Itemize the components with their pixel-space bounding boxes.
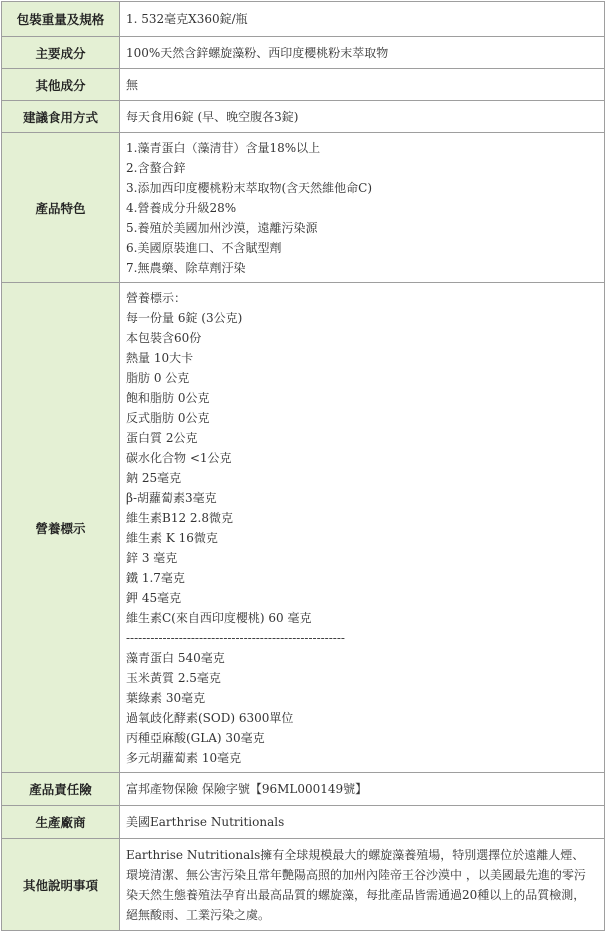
nutrition-item: 每一份量 6錠 (3公克) [126,310,243,325]
notes-cell [120,839,605,931]
nutrition-item: 鐵 1.7毫克 [126,570,185,585]
spec-row-main-ingredients [2,37,605,69]
nutrition-item: 藻青蛋白 540毫克 [126,650,225,665]
nutrition-item: 飽和脂肪 0公克 [126,390,210,405]
manufacturer-label: 生產廠商 [2,806,120,839]
main-ingredients-label: 主要成分 [2,37,120,69]
package-label: 包裝重量及規格 [2,2,120,37]
spec-row-usage [2,101,605,133]
main-ingredients-value: 100%天然含鋅螺旋藻粉、西印度櫻桃粉末萃取物 [120,37,605,69]
features-label: 產品特色 [2,133,120,283]
spec-row-insurance [2,773,605,806]
nutrition-item: 熱量 10大卡 [126,350,194,365]
spec-row-features [2,133,605,283]
nutrition-item: 本包裝含60份 [126,330,202,345]
nutrition-item: 鋅 3 毫克 [126,550,178,565]
feature-item: 5.養殖於美國加州沙漠，遠離污染源 [126,220,318,235]
nutrition-item: 玉米黃質 2.5毫克 [126,670,221,685]
usage-value: 每天食用6錠 (早、晚空腹各3錠) [120,101,605,133]
nutrition-item: 維生素C(來自西印度櫻桃) 60 毫克 [126,610,312,625]
nutrition-item: 維生素B12 2.8微克 [126,510,233,525]
other-ingredients-label: 其他成分 [2,69,120,101]
feature-item: 7.無農藥、除草劑汙染 [126,260,246,275]
nutrition-item: 維生素 K 16微克 [126,530,218,545]
nutrition-item: 葉綠素 30毫克 [126,690,206,705]
manufacturer-value: 美國Earthrise Nutritionals [120,806,605,839]
feature-item: 1.藻青蛋白（藻清苷）含量18%以上 [126,140,321,155]
other-ingredients-value: 無 [120,69,605,101]
nutrition-item: 蛋白質 2公克 [126,430,198,445]
spec-row-notes [2,839,605,931]
nutrition-label: 營養標示 [2,283,120,773]
nutrition-item: 營養標示： [126,290,187,305]
nutrition-item: β-胡蘿蔔素3毫克 [126,490,217,505]
nutrition-item: 反式脂肪 0公克 [126,410,210,425]
nutrition-list [120,283,605,773]
insurance-value: 富邦產物保險 保險字號【96ML000149號】 [120,773,605,806]
nutrition-item: 過氧歧化酵素(SOD) 6300單位 [126,710,294,725]
spec-row-package [2,2,605,37]
feature-item: 3.添加西印度櫻桃粉末萃取物(含天然維他命C) [126,180,372,195]
spec-row-other-ingredients [2,69,605,101]
feature-item: 6.美國原裝進口、不含賦型劑 [126,240,282,255]
spec-row-manufacturer [2,806,605,839]
insurance-label: 產品責任險 [2,773,120,806]
nutrition-item: 丙種亞麻酸(GLA) 30毫克 [126,730,265,745]
nutrition-item: 鈉 25毫克 [126,470,182,485]
product-spec-table [1,1,605,931]
nutrition-item: 鉀 45毫克 [126,590,182,605]
spec-row-nutrition [2,283,605,773]
nutrition-item: 多元胡蘿蔔素 10毫克 [126,750,242,765]
usage-label: 建議食用方式 [2,101,120,133]
features-list [120,133,605,283]
nutrition-item: 碳水化合物 <1公克 [126,450,232,465]
feature-item: 2.含螯合鋅 [126,160,186,175]
notes-label: 其他說明事項 [2,839,120,931]
nutrition-item: 脂肪 0 公克 [126,370,190,385]
nutrition-divider: ------------------------------------------------------ [126,630,345,645]
package-value: 1. 532毫克X360錠/瓶 [120,2,605,37]
notes-paragraph: Earthrise Nutritionals擁有全球規模最大的螺旋藻養殖場，特別選擇位於遠離人煙、環境清潔、無公害污染且常年艷陽高照的加州內陸帝王谷沙漠中 ，以美國最先進的零污染天然生態養殖法孕育出最高品質的螺旋藻，每批產品皆需通過20種以上的品質檢測，絕無酸雨、工業污染之虞。 [126,847,586,922]
feature-item: 4.營養成分升級28% [126,200,237,215]
